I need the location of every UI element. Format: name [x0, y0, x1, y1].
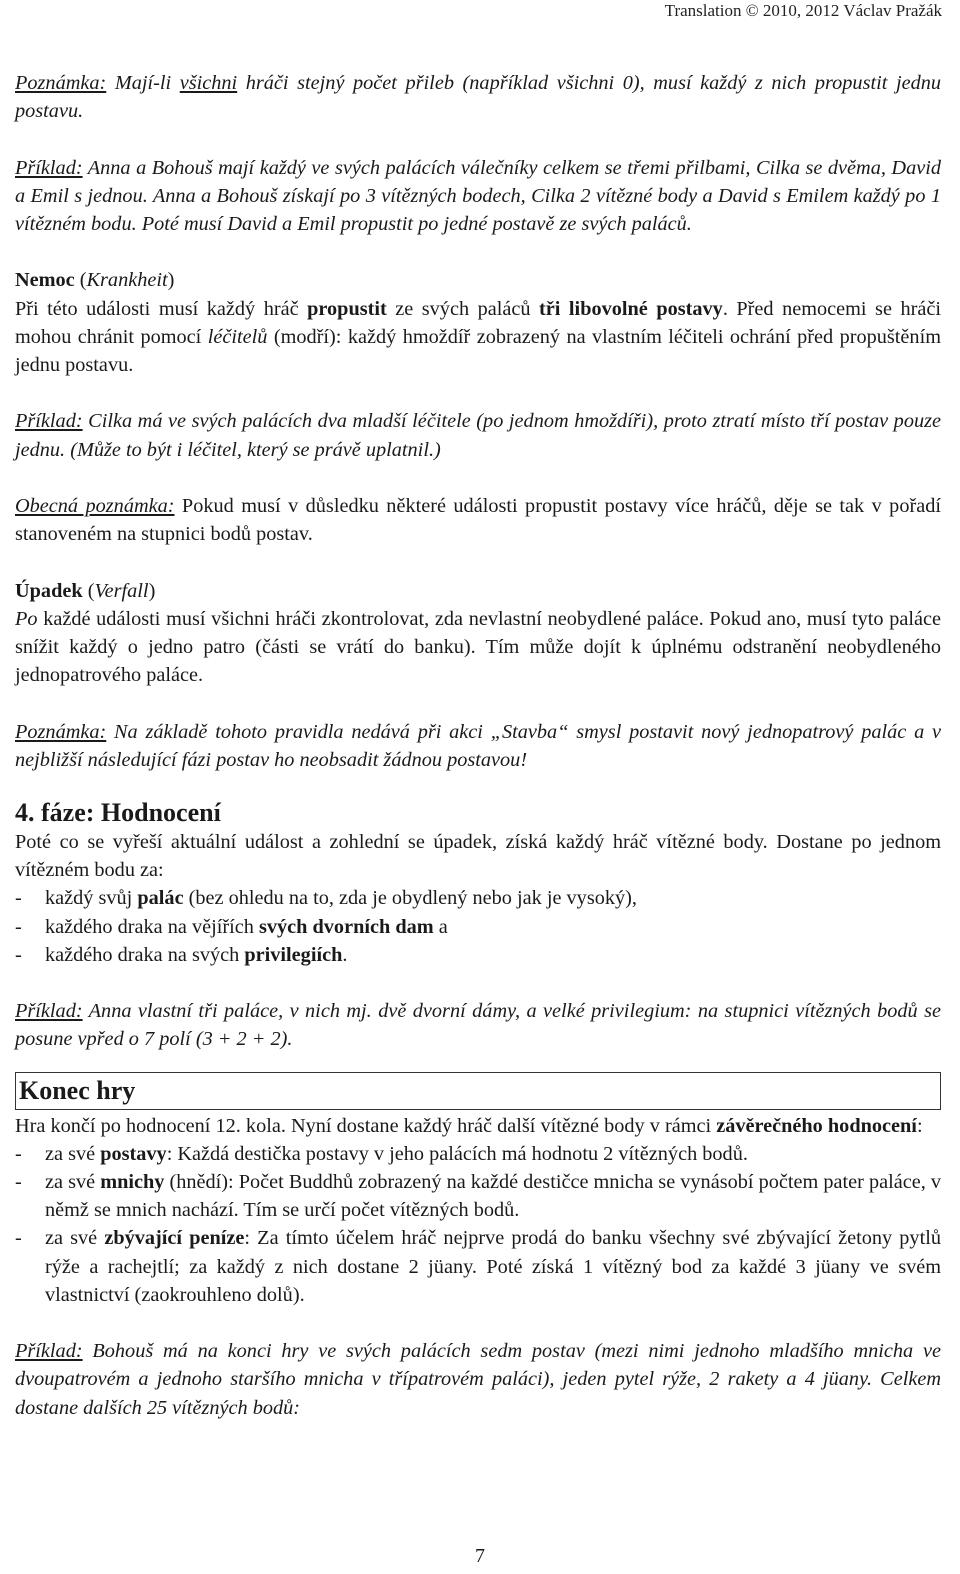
example-healers: Příklad: Cilka má ve svých palácích dva mladší léčitele (po jednom hmoždíři), proto ztratí místo tří postav pouze jednu. (Může to být i léčitel, který se právě uplatnil.) — [15, 410, 941, 461]
list-item: - každý svůj palác (bez ohledu na to, zda je obydlený nebo jak je vysoký), — [15, 884, 941, 912]
general-note: Obecná poznámka: Pokud musí v důsledku některé události propustit postavy více hráčů, děje se tak v pořadí stanoveném na stupnici bodů postav. — [15, 494, 941, 546]
note-building: Poznámka: Na základě tohoto pravidla nedává při akci „Stavba“ smysl postavit nový jednopatrový palác a v nejbližší následující fázi postav ho neobsadit žádnou postavou! — [15, 720, 941, 771]
list-item: - za své zbývající peníze: Za tímto účelem hráč nejprve prodá do banku všechny své zbývající žetony pytlů rýže a rachejtlí; za každý z nich dostane 2 jüany. Poté získá 1 vítězný bod za každé 3 jüany ve svém vlastnictví (zaokrouhleno dolů). — [15, 1224, 941, 1309]
section-heading-decay: Úpadek (Verfall) — [15, 579, 156, 602]
phase4-heading: 4. fáze: Hodnocení — [15, 797, 221, 827]
note-label: Poznámka: — [15, 72, 107, 94]
page-number: 7 — [475, 1545, 485, 1567]
emphasis-all: všichni — [179, 72, 238, 94]
list-item: - za své postavy: Každá destička postavy v jeho palácích má hodnotu 2 vítězných bodů. — [15, 1140, 941, 1168]
example-helmets: Příklad: Anna a Bohouš mají každý ve svých palácích válečníky celkem se třemi přilbami, Cilka se dvěma, David a Emil s jednou. Anna a Bohouš získají po 3 vítězných bodech, Cilka 2 vítězné body a David s Emilem každý po 1 vítězném bodu. Poté musí David a Emil propustit po jedné postavě ze svých paláců. — [15, 156, 941, 235]
page-header: Translation © 2010, 2012 Václav Pražák — [664, 1, 942, 20]
example-endgame: Příklad: Bohouš má na konci hry ve svých palácích sedm postav (mezi nimi jednoho mladšího mnicha ve dvoupatrovém a jednoho staršího mnicha v třípatrovém paláci), jeden pytel rýže, 2 rakety a 4 jüany. Celkem dostane dalších 25 vítězných bodů: — [15, 1340, 941, 1419]
example-label: Příklad: — [15, 1000, 83, 1023]
example-label: Příklad: — [15, 410, 83, 433]
example-label: Příklad: — [15, 156, 83, 179]
example-scoring: Příklad: Anna vlastní tři paláce, v nich mj. dvě dvorní dámy, a velké privilegium: na stupnici vítězných bodů se posune vpřed o 7 polí (3 + 2 + 2). — [15, 1000, 941, 1051]
note-helmets: Poznámka: Mají-li všichni hráči stejný počet přileb (například všichni 0), musí každý z nich propustit jednu postavu. — [15, 72, 942, 123]
list-item: - každého draka na svých privilegiích. — [15, 941, 941, 969]
decay-text: Po každé události musí všichni hráči zkontrolovat, zda nevlastní neobydlené paláce. Pokud ano, musí tyto paláce snížit každý o jedno patro (části se vrátí do banku). Tím může dojít k úplnému odstranění neobydleného jednopatrového paláce. — [15, 607, 941, 687]
general-note-label: Obecná poznámka: — [15, 494, 175, 517]
list-item: - za své mnichy (hnědí): Počet Buddhů zobrazený na každé destičce mnicha se vynásobí počtem pater paláce, v němž se mnich nachází. Tím se určí počet vítězných bodů. — [15, 1168, 941, 1224]
section-heading-disease: Nemoc (Krankheit) — [15, 269, 175, 292]
phase4-intro: Poté co se vyřeší aktuální událost a zohlední se úpadek, získá každý hráč vítězné body. Dostane po jednom vítězném bodu za: — [15, 830, 941, 882]
disease-text: Při této události musí každý hráč propustit ze svých paláců tři libovolné postavy. Před nemocemi se hráči mohou chránit pomocí léčitelů (modří): každý hmoždíř zobrazený na vlastním léčiteli ochrání před propuštěním jednu postavu. — [15, 297, 941, 376]
endgame-list — [15, 1140, 941, 1309]
endgame-intro: Hra končí po hodnocení 12. kola. Nyní dostane každý hráč další vítězné body v rámci závěrečného hodnocení: — [15, 1114, 923, 1137]
phase4-list — [15, 884, 941, 969]
note-label: Poznámka: — [15, 720, 107, 743]
example-label: Příklad: — [15, 1340, 83, 1363]
endgame-heading: Konec hry — [15, 1072, 941, 1110]
list-item: - každého draka na vějířích svých dvorních dam a — [15, 913, 941, 941]
document-body — [15, 69, 941, 1422]
